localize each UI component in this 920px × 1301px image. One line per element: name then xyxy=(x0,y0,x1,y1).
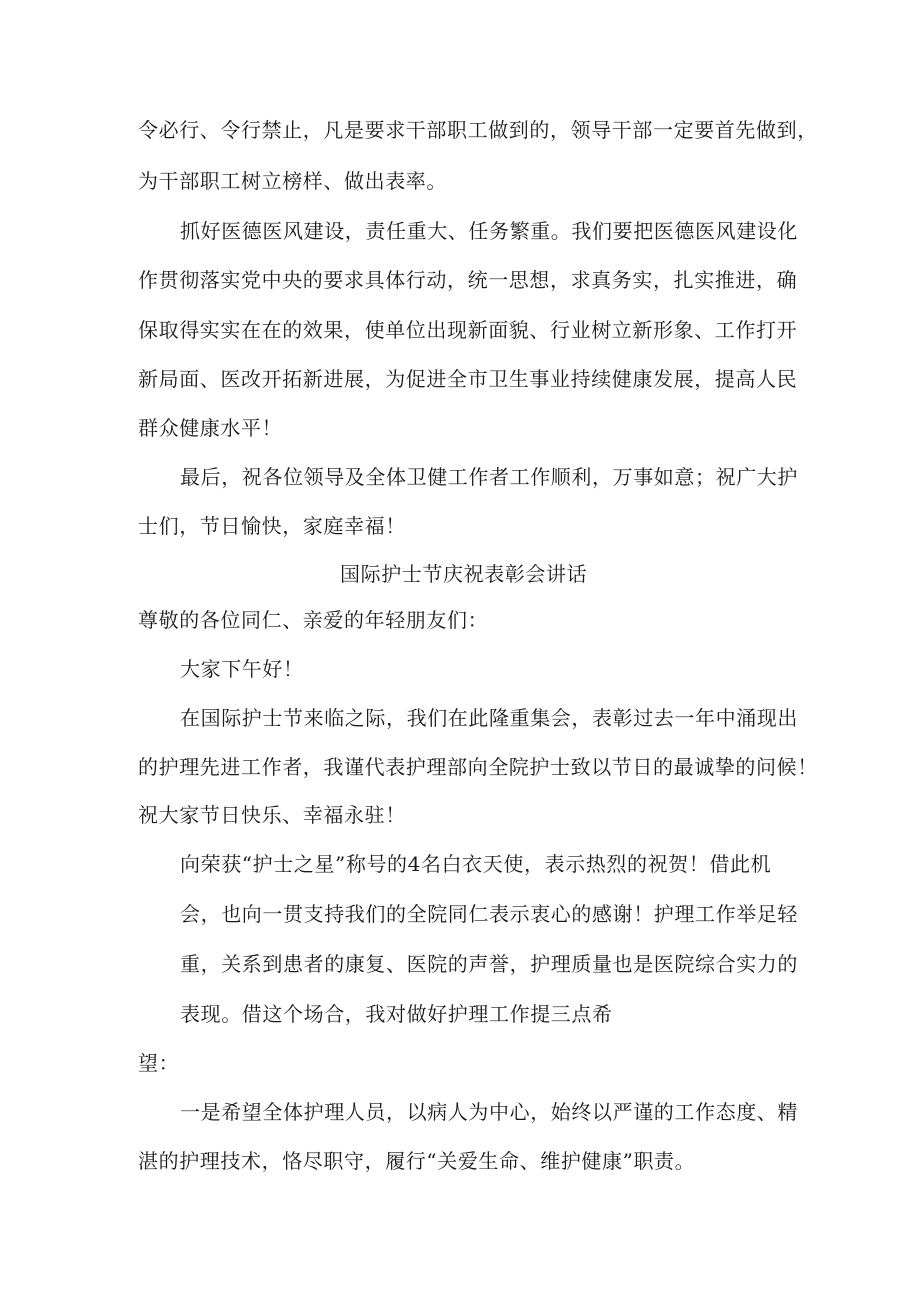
text-line: 令必行、令行禁止，凡是要求干部职工做到的，领导干部一定要首先做到， xyxy=(138,118,818,142)
text-line: 最后，祝各位领导及全体卫健工作者工作顺利，万事如意；祝广大护 xyxy=(180,465,798,489)
text-line: 的护理先进工作者，我谨代表护理部向全院护士致以节日的最诚挚的问候！ xyxy=(138,755,818,779)
section-title: 国际护士节庆祝表彰会讲话 xyxy=(340,562,588,586)
text-line: 群众健康水平！ xyxy=(138,416,283,440)
text-line: 保取得实实在在的效果，使单位出现新面貌、行业树立新形象、工作打开 xyxy=(138,318,798,342)
text-line: 表现。借这个场合，我对做好护理工作提三点希 xyxy=(180,1002,613,1026)
greeting: 大家下午好！ xyxy=(180,657,304,681)
text-line: 士们，节日愉快，家庭幸福！ xyxy=(138,514,406,538)
text-line: 抓好医德医风建设，责任重大、任务繁重。我们要把医德医风建设化 xyxy=(180,219,798,243)
text-line: 在国际护士节来临之际，我们在此隆重集会，表彰过去一年中涌现出 xyxy=(180,706,798,730)
text-line: 一是希望全体护理人员，以病人为中心，始终以严谨的工作态度、精 xyxy=(180,1100,798,1124)
text-line: 重，关系到患者的康复、医院的声誉，护理质量也是医院综合实力的 xyxy=(180,952,798,976)
text-line: 向荣获“护士之星”称号的4名白衣天使，表示热烈的祝贺！借此机 xyxy=(180,852,772,876)
text-line: 望： xyxy=(138,1051,180,1075)
text-line: 会，也向一贯支持我们的全院同仁表示衷心的感谢！护理工作举足轻 xyxy=(180,902,798,926)
salutation: 尊敬的各位同仁、亲爱的年轻朋友们： xyxy=(138,608,489,632)
text-line: 作贯彻落实党中央的要求具体行动，统一思想，求真务实，扎实推进，确 xyxy=(138,268,798,292)
text-line: 新局面、医改开拓新进展，为促进全市卫生事业持续健康发展，提高人民 xyxy=(138,367,798,391)
text-line: 为干部职工树立榜样、做出表率。 xyxy=(138,169,447,193)
text-line: 湛的护理技术，恪尽职守，履行“关爱生命、维护健康”职责。 xyxy=(138,1149,696,1173)
text-line: 祝大家节日快乐、幸福永驻！ xyxy=(138,803,406,827)
